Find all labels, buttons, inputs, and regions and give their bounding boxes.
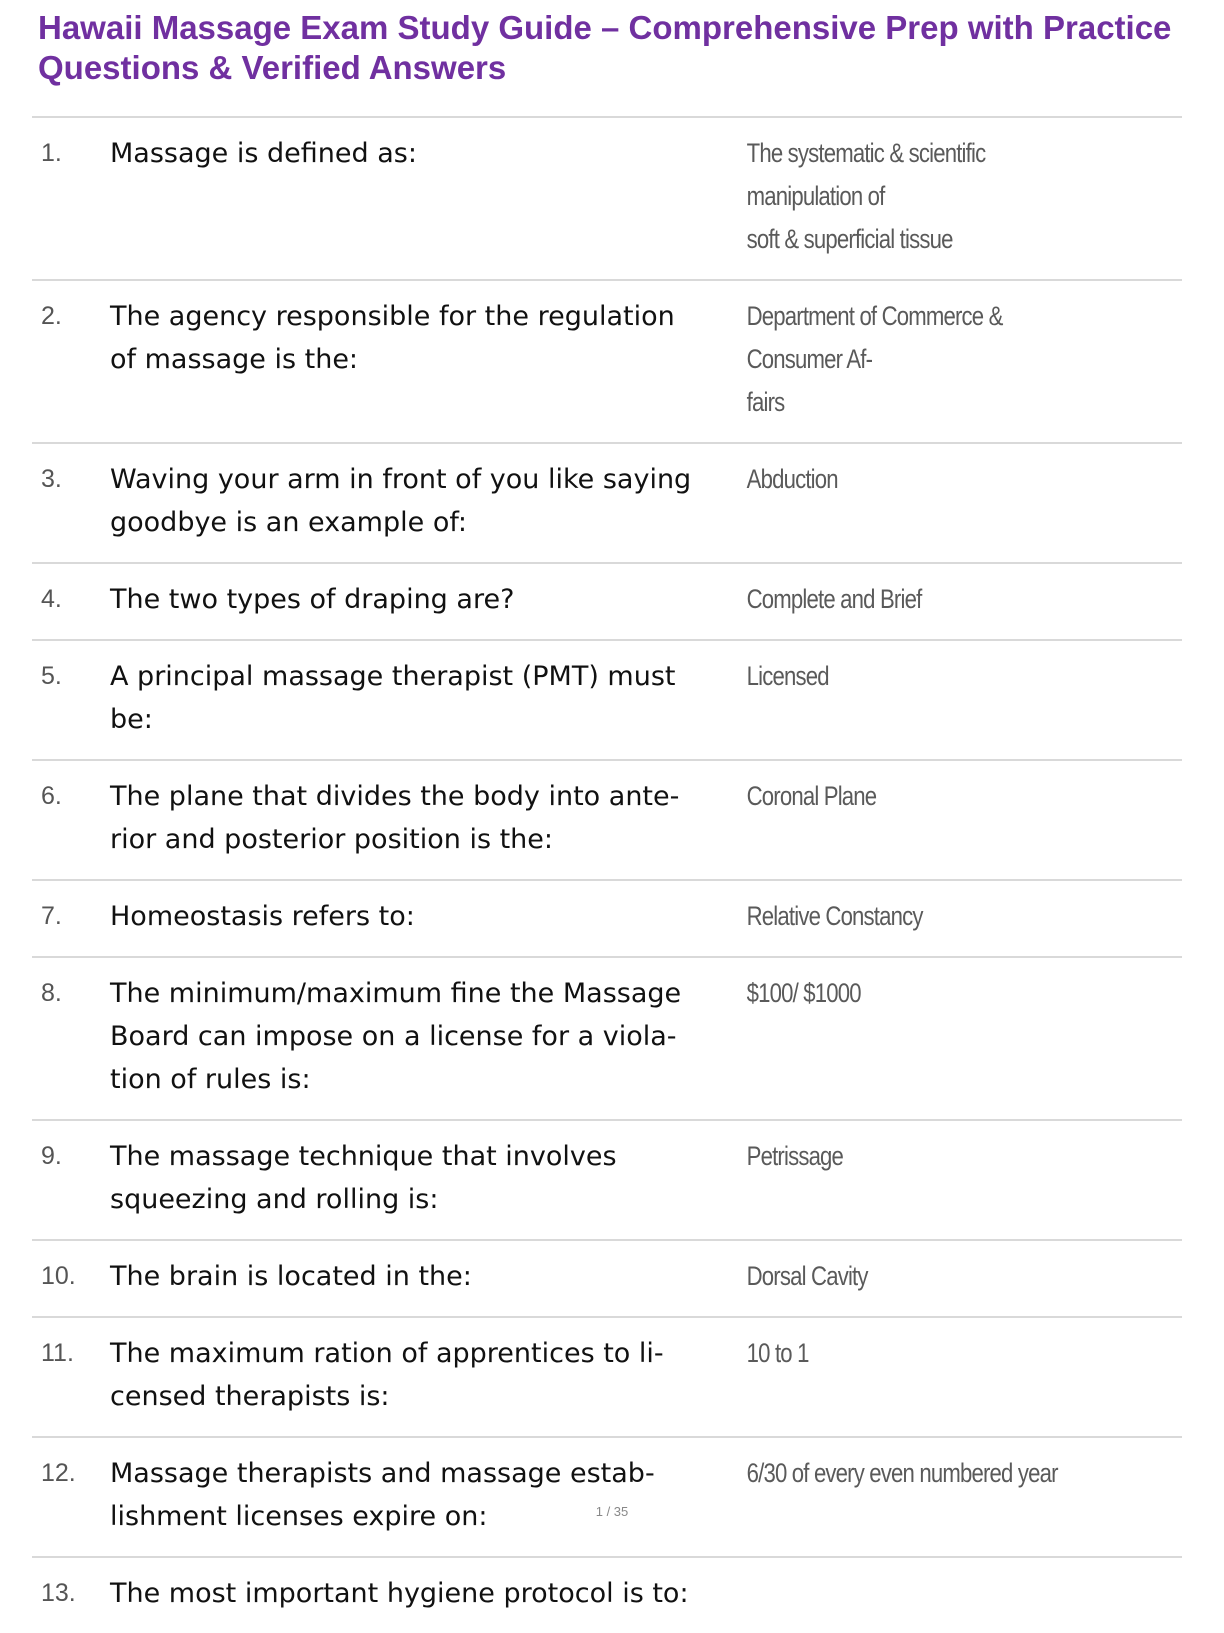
answer-text: Abduction [746, 464, 838, 494]
page-number: 1 / 35 [595, 1504, 629, 1519]
item-number: 3. [41, 465, 62, 493]
item-number: 5. [41, 662, 62, 690]
item-number: 10. [41, 1262, 76, 1290]
qa-row [32, 444, 1182, 564]
qa-list [32, 116, 1182, 1633]
question-text: Massage therapists and massage estab- lishment licenses expire on: [110, 1458, 655, 1532]
item-number: 11. [41, 1339, 74, 1367]
answer-text: Department of Commerce & Consumer Af- fairs [746, 301, 1003, 417]
qa-row [32, 1438, 1182, 1558]
question-text: The two types of draping are? [110, 584, 515, 615]
qa-row [32, 1121, 1182, 1241]
item-number: 13. [41, 1579, 76, 1607]
qa-row [32, 281, 1182, 444]
answer-text: Petrissage [746, 1141, 844, 1171]
question-text: Waving your arm in front of you like saying goodbye is an example of: [110, 464, 692, 538]
question-text: The massage technique that involves squeezing and rolling is: [110, 1141, 617, 1215]
qa-row [32, 1318, 1182, 1438]
qa-row [32, 881, 1182, 958]
answer-text: Coronal Plane [746, 781, 877, 811]
qa-row [32, 118, 1182, 281]
item-number: 6. [41, 782, 62, 810]
answer-text: Licensed [746, 661, 829, 691]
qa-row [32, 761, 1182, 881]
item-number: 1. [41, 139, 62, 167]
question-text: The agency responsible for the regulation of massage is the: [110, 301, 675, 375]
qa-row [32, 1558, 1182, 1633]
answer-text: 10 to 1 [746, 1338, 809, 1368]
question-text: The most important hygiene protocol is to: [110, 1578, 689, 1609]
question-text: Massage is defined as: [110, 138, 417, 169]
answer-text: Relative Constancy [746, 901, 923, 931]
question-text: Homeostasis refers to: [110, 901, 415, 932]
answer-text [810, 1572, 1115, 1615]
question-text: The maximum ration of apprentices to li- censed therapists is: [110, 1338, 664, 1412]
answer-text: Dorsal Cavity [746, 1261, 868, 1291]
page-title: Hawaii Massage Exam Study Guide – Comprehensive Prep with Practice Questions & Verified Answers [38, 9, 1172, 86]
qa-row [32, 564, 1182, 641]
qa-row [32, 641, 1182, 761]
item-number: 8. [41, 979, 62, 1007]
item-number: 9. [41, 1142, 62, 1170]
answer-text: $100/ $1000 [746, 978, 861, 1008]
question-text: The plane that divides the body into ante- rior and posterior position is the: [110, 781, 680, 855]
item-number: 7. [41, 902, 62, 930]
question-text: The minimum/maximum fine the Massage Board can impose on a license for a viola- tion of rules is: [110, 978, 682, 1095]
qa-row [32, 958, 1182, 1121]
question-text: The brain is located in the: [110, 1261, 472, 1292]
item-number: 4. [41, 585, 62, 613]
answer-text: The systematic & scientific manipulation of soft & superficial tissue [746, 138, 986, 254]
item-number: 2. [41, 302, 62, 330]
question-text: A principal massage therapist (PMT) must be: [110, 661, 676, 735]
answer-text: Complete and Brief [746, 584, 922, 614]
answer-text: 6/30 of every even numbered year [746, 1458, 1058, 1488]
qa-row [32, 1241, 1182, 1318]
item-number: 12. [41, 1459, 76, 1487]
